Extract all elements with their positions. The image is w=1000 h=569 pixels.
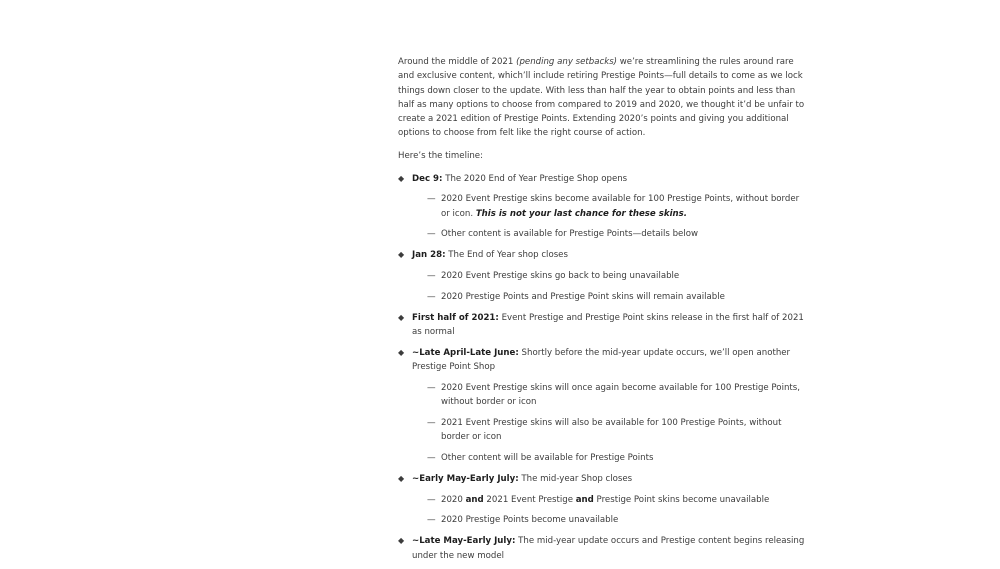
- subitem-text: 2020: [441, 494, 466, 505]
- intro-text-start: Around the middle of 2021: [398, 57, 517, 67]
- subitem-text: 2020 Event Prestige skins will once again become available for 100 Prestige Points, without border or icon: [441, 382, 800, 408]
- dash-bullet-icon: —: [427, 494, 436, 505]
- timeline-date-label: Dec 9:: [412, 173, 443, 184]
- timeline-sublist: [412, 269, 808, 304]
- intro-text-rest: we’re streamlining the rules around rare and exclusive content, which’ll include retiring Prestige Points—full details to come as we lock things down closer to the update. With less than half the year to obtain points and less than half as many options to choose from compared to 2019 and 2020, we thought it’d be unfair to create a 2021 edition of Prestige Points. Extending 2020’s points and giving you additional options to choose from felt like the right course of action.: [398, 57, 805, 139]
- timeline-sublist: [412, 493, 808, 528]
- timeline-item-late-april-late-june: [398, 346, 808, 466]
- subitem-emphasis-and: and: [465, 494, 484, 505]
- timeline-subitem: [398, 290, 808, 304]
- timeline-date-label: ~Late April-Late June:: [412, 347, 519, 358]
- timeline-item-dec-9: [398, 172, 808, 242]
- timeline-subitem: [398, 493, 808, 507]
- dash-bullet-icon: —: [427, 417, 436, 428]
- dash-bullet-icon: —: [427, 453, 436, 464]
- subitem-text: Other content will be available for Prestige Points: [441, 453, 654, 464]
- timeline-subitem: [398, 381, 808, 410]
- diamond-bullet-icon: ◆: [398, 173, 405, 183]
- dash-bullet-icon: —: [427, 271, 436, 282]
- timeline-subitem: [398, 192, 808, 221]
- diamond-bullet-icon: ◆: [398, 347, 405, 357]
- subitem-text: 2020 Event Prestige skins become available for 100 Prestige Points, without border or icon.: [441, 194, 800, 219]
- dash-bullet-icon: —: [427, 194, 436, 205]
- subitem-text: 2020 Prestige Points and Prestige Point skins will remain available: [441, 291, 725, 302]
- timeline-item-late-may-early-july: [398, 534, 808, 563]
- timeline-item-text: The mid-year update occurs and Prestige content begins releasing under the new model: [412, 536, 805, 561]
- timeline-date-label: ~Late May-Early July:: [412, 536, 516, 547]
- timeline-subitem: [398, 269, 808, 283]
- timeline-subitem: [398, 416, 808, 445]
- diamond-bullet-icon: ◆: [398, 250, 405, 260]
- intro-italic-note: (pending any setbacks): [516, 57, 618, 67]
- subitem-emphasis: This is not your last chance for these skins.: [475, 208, 688, 219]
- intro-paragraph: [398, 55, 808, 141]
- timeline-subitem: [398, 513, 808, 527]
- timeline-item-text: The End of Year shop closes: [445, 250, 568, 261]
- timeline-date-label: Jan 28:: [412, 250, 446, 261]
- subitem-text: 2020 Event Prestige skins go back to being unavailable: [441, 271, 680, 282]
- diamond-bullet-icon: ◆: [398, 312, 405, 322]
- subitem-text: 2021 Event Prestige: [483, 494, 576, 505]
- timeline-heading: Here’s the timeline:: [398, 150, 483, 161]
- timeline-list: [398, 172, 808, 563]
- timeline-sublist: [412, 192, 808, 241]
- timeline-item-early-may-early-july: [398, 472, 808, 528]
- article: [398, 55, 808, 569]
- timeline-item-text: Shortly before the mid-year update occurs, we’ll open another Prestige Point Shop: [412, 347, 791, 373]
- timeline-item-first-half-2021: [398, 311, 808, 340]
- subitem-text: Other content is available for Prestige Points—details below: [441, 229, 698, 240]
- dash-bullet-icon: —: [427, 291, 436, 302]
- timeline-item-text: Event Prestige and Prestige Point skins release in the first half of 2021 as normal: [412, 312, 804, 337]
- subitem-text: 2020 Prestige Points become unavailable: [441, 515, 619, 526]
- timeline-subitem: [398, 451, 808, 465]
- timeline-item-jan-28: [398, 248, 808, 304]
- dash-bullet-icon: —: [427, 515, 436, 526]
- timeline-date-label: ~Early May-Early July:: [412, 473, 519, 484]
- subitem-emphasis-and: and: [575, 494, 594, 505]
- subitem-text: Prestige Point skins become unavailable: [593, 494, 770, 505]
- timeline-item-text: The mid-year Shop closes: [518, 473, 633, 484]
- timeline-subitem: [398, 227, 808, 241]
- subitem-text: 2021 Event Prestige skins will also be available for 100 Prestige Points, without border or icon: [441, 417, 782, 443]
- timeline-item-text: The 2020 End of Year Prestige Shop opens: [442, 173, 628, 184]
- timeline-date-label: First half of 2021:: [412, 312, 499, 323]
- diamond-bullet-icon: ◆: [398, 473, 405, 483]
- timeline-sublist: [412, 381, 808, 465]
- dash-bullet-icon: —: [427, 229, 436, 240]
- dash-bullet-icon: —: [427, 382, 436, 393]
- diamond-bullet-icon: ◆: [398, 536, 405, 546]
